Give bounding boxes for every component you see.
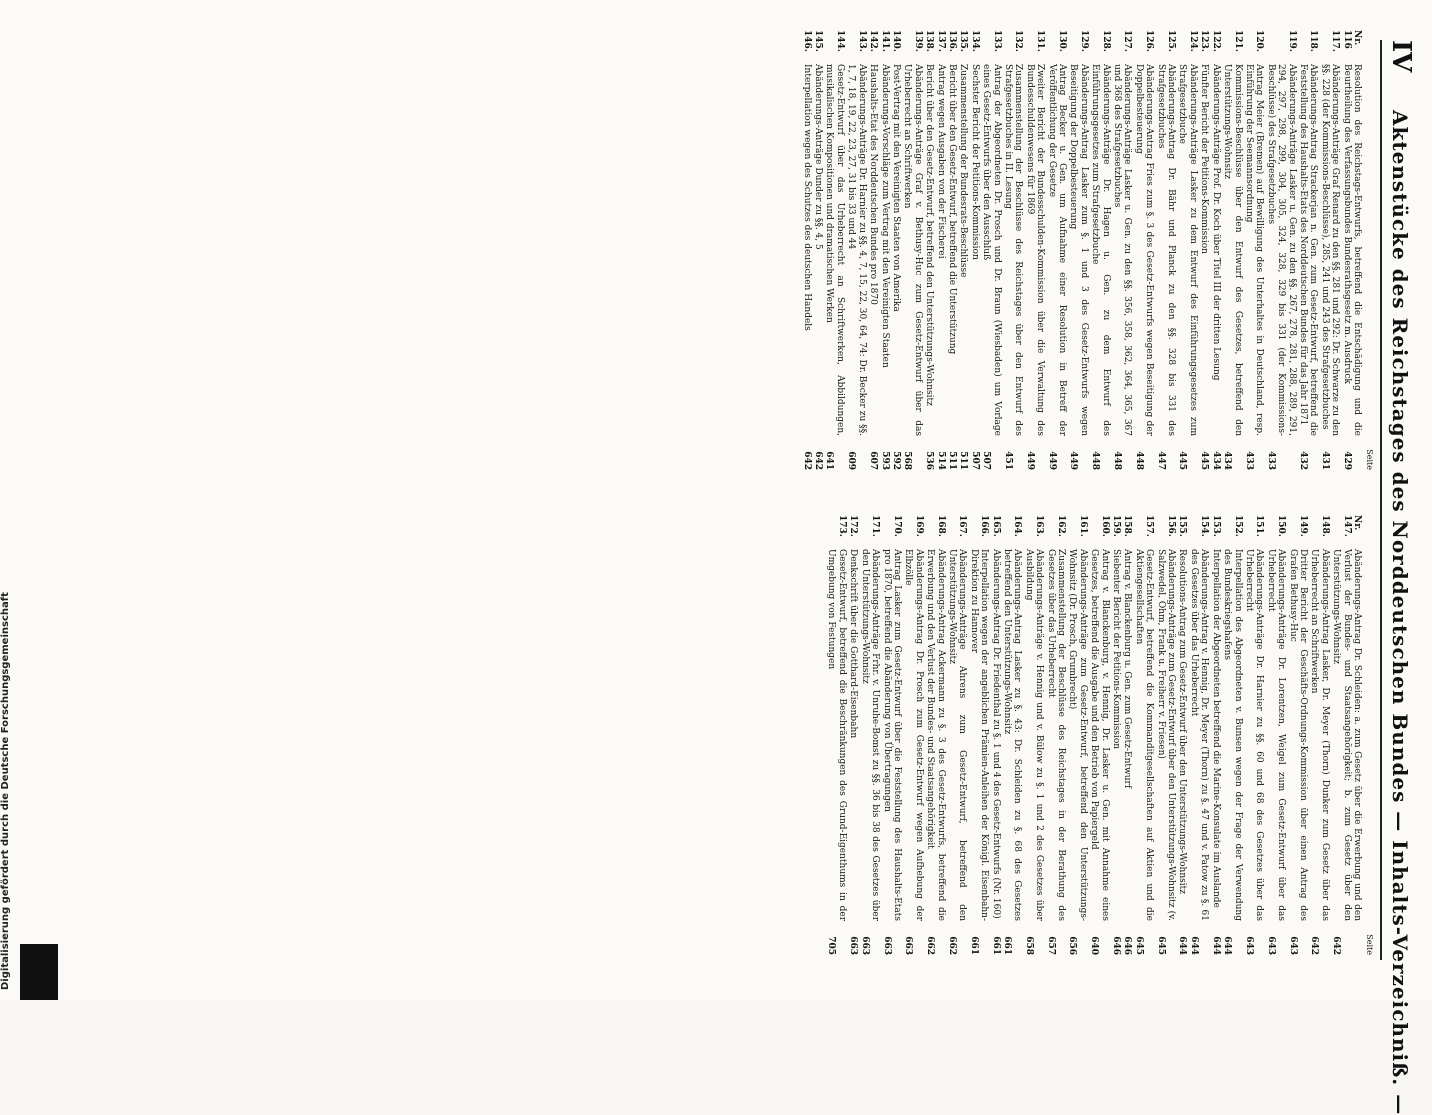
entry-text: Interpellation wegen des Schutzes des deutschen Handels bbox=[801, 64, 812, 331]
entry-text: Abänderungs-Antrag Lasker, Dr. Meyer (Thorn) Dunker zum Gesetz über das Urheberrecht an Schriftwerken bbox=[1309, 549, 1330, 921]
entry-number: 119. bbox=[1286, 30, 1297, 52]
entry-number: 128. bbox=[1100, 30, 1111, 52]
entry-text: Antrag der Abgeordneten Dr. Prosch und Dr. Braun (Wiesbaden) um Vorlage eines Gesetz-Entwurfs über den Ausschluß bbox=[981, 64, 1002, 436]
toc-entry bbox=[1341, 30, 1362, 470]
entry-text: Fünfter Bericht der Petitions-Kommission bbox=[1199, 64, 1210, 254]
toc-entry bbox=[1199, 30, 1209, 470]
toc-entry bbox=[824, 30, 845, 470]
entry-page-number: 511 bbox=[946, 451, 957, 470]
entry-text: Denkschrift über die Gotthard-Eisenbahn bbox=[848, 549, 859, 739]
entry-page-number: 445 bbox=[1199, 451, 1210, 470]
entry-text: Gesetz-Entwurf über das Urheberrecht an Schriftwerken, Abbildungen, musikalischen Kompositionen und dramatischen Werken bbox=[824, 64, 845, 436]
entry-text: Abänderungs-Antrag Lasker zum §. 1 und 3 des Gesetz-Entwurfs wegen Beseitigung der Doppelbesteuerung bbox=[1068, 64, 1089, 436]
entry-page-number: 656 bbox=[1067, 936, 1078, 955]
toc-entry bbox=[981, 30, 1002, 470]
entry-page-number: 643 bbox=[1265, 936, 1276, 955]
toc-entry bbox=[801, 30, 811, 470]
entry-page-number: 434 bbox=[1210, 451, 1221, 470]
entry-number: 171. bbox=[870, 515, 881, 537]
entry-page-number: 646 bbox=[1122, 936, 1133, 955]
toc-entry bbox=[1265, 30, 1296, 470]
entry-text: Abänderungs-Antrag Dr. Prosch zum Gesetz-Entwurf wegen Aufhebung der Elbzölle bbox=[903, 549, 924, 921]
toc-entry bbox=[1155, 30, 1176, 470]
entry-page-number: 657 bbox=[1045, 936, 1056, 955]
entry-number: Nr. 147. bbox=[1341, 515, 1362, 537]
entry-text: Zusammenstellung der Beschlüsse des Reichstages in der Berathung des Gesetzes über das Urheberrecht bbox=[1045, 549, 1067, 921]
entry-page-number: 449 bbox=[1068, 451, 1079, 470]
entry-number: 133. bbox=[991, 30, 1002, 52]
entry-page-number: 661 bbox=[990, 936, 1001, 955]
entry-page-number: 592 bbox=[890, 451, 901, 470]
toc-entry bbox=[1287, 515, 1308, 955]
entry-number: 145. bbox=[813, 30, 824, 52]
entry-page-number: 663 bbox=[881, 936, 892, 955]
entry-number: 152. bbox=[1232, 515, 1243, 537]
entry-page-number: 451 bbox=[1003, 451, 1013, 470]
toc-entry bbox=[1222, 515, 1243, 955]
entry-page-number: 642 bbox=[1309, 936, 1320, 955]
toc-entry bbox=[1222, 30, 1243, 470]
toc-entry bbox=[1177, 515, 1187, 955]
toc-entry bbox=[1244, 515, 1265, 955]
entry-number: 172. bbox=[848, 515, 859, 537]
entry-number: 143. bbox=[856, 30, 867, 52]
entry-number: 144. bbox=[834, 30, 845, 52]
entry-page-number: 661 bbox=[1002, 936, 1012, 955]
toc-entry bbox=[1111, 515, 1121, 955]
entry-page-number: 609 bbox=[846, 451, 857, 470]
entry-number: 156. bbox=[1166, 515, 1177, 537]
entry-text: Dritter Bericht der Geschäfts-Ordnungs-Kommission über einen Antrag des Grafen Bethusy-Huc bbox=[1287, 549, 1308, 921]
entry-number: 126. bbox=[1144, 30, 1155, 52]
entry-number: 135. bbox=[958, 30, 969, 52]
entry-text: Abänderungs-Anträge Dr. Harnier zu §§. 4, 7, 15, 22, 30, 64, 74: Dr. Becker zu §§. 1, 7, 18, 19, 22, 23, 27, 31 bis 33 und 44 bbox=[846, 64, 867, 436]
entry-number: 162. bbox=[1056, 515, 1067, 537]
entry-text: Abänderungs-Antrag Strackerjan n. Gen. zum Gesetz-Entwurf, betreffend die Feststellung des Haushalts-Etats des Norddeutschen Bundes für das Jahr 1871 bbox=[1297, 64, 1319, 436]
entry-text: Abänderungs-Anträge zum Gesetz-Entwurf, betreffend den Unterstützungs-Wohnsitz (Dr. Prosch, Grumbrecht) bbox=[1067, 549, 1088, 921]
entry-page-number: 658 bbox=[1023, 936, 1034, 955]
toc-entry bbox=[1023, 515, 1044, 955]
entry-page-number: 644 bbox=[1177, 936, 1188, 955]
entry-number: 141. bbox=[879, 30, 890, 52]
entry-text: Abänderungs-Antrag Dr. Bähr und Planck zu den §§. 328 bis 331 des Strafgesetzbuches bbox=[1155, 64, 1177, 436]
toc-entry bbox=[969, 30, 979, 470]
entry-number: 159. bbox=[1111, 515, 1122, 537]
entry-page-number: 568 bbox=[902, 451, 913, 470]
entry-number: 123. bbox=[1199, 30, 1210, 52]
toc-entry bbox=[1067, 515, 1088, 955]
entry-text: Sechster Bericht der Petitions-Kommission bbox=[969, 64, 980, 260]
entry-number: 160. bbox=[1099, 515, 1110, 537]
entry-text: Abänderungs-Anträge v. Hennig und v. Bülow zu §. 1 und 2 des Gesetzes über Ausbildung bbox=[1023, 549, 1045, 921]
entry-text: Siebenter Bericht der Petitions-Kommission bbox=[1111, 549, 1122, 750]
entry-page-number: 511 bbox=[958, 451, 969, 470]
toc-entry bbox=[947, 30, 957, 470]
entry-page-number: 607 bbox=[868, 451, 879, 470]
entry-number: 130. bbox=[1057, 30, 1068, 52]
entry-number: 168. bbox=[935, 515, 946, 537]
entry-text: Antrag v. Blanckenburg, v. Hennig, Dr. Lasker u. Gen. mit Annahme eines Gesetzes, betreffend die Ausgabe und den Betrieb von Papiergeld bbox=[1089, 549, 1110, 921]
entry-text: Gesetz-Entwurf, betreffend die Kommanditgesellschaften auf Aktien und die Aktiengesellschaften bbox=[1133, 549, 1155, 921]
toc-entry bbox=[1002, 515, 1023, 955]
entry-page-number: 663 bbox=[903, 936, 914, 955]
toc-entry bbox=[1331, 515, 1362, 955]
entry-page-number: 507 bbox=[981, 451, 992, 470]
entry-number: 136. bbox=[946, 30, 957, 52]
entry-page-number: 662 bbox=[946, 936, 957, 955]
entry-number: 120. bbox=[1254, 30, 1265, 52]
toc-entry bbox=[958, 30, 968, 470]
entry-number: 153. bbox=[1210, 515, 1221, 537]
right-column bbox=[825, 515, 1374, 955]
entry-text: Abänderungs-Anträge Lasker u. Gen. zu den §§. 267, 278, 281, 288, 289, 291, 294, 297, 298, 299, 304, 305, 324, 328, 329 bis 331 (der Kommissions-Beschlüsse) des Strafgesetzbuches bbox=[1265, 64, 1297, 436]
entry-number: 170. bbox=[891, 515, 902, 537]
toc-entry bbox=[903, 515, 924, 955]
entry-number: 138. bbox=[924, 30, 935, 52]
toc-entry bbox=[891, 30, 901, 470]
entry-text: Interpellation wegen der angeblichen Prämien-Anleihen der Königl. Eisenbahn-Direktion zu Hannover bbox=[968, 549, 990, 921]
toc-entry bbox=[868, 30, 878, 470]
entry-text: Interpellation des Abgeordneten v. Bunsen wegen der Frage der Verwendung des Bundeskriegshafens bbox=[1222, 549, 1243, 921]
digitization-credit bbox=[0, 580, 14, 990]
entry-text: Gesetz-Entwurf, betreffend die Beschränkungen des Grund-Eigenthums in der Umgebung von Festungen bbox=[826, 549, 847, 921]
toc-entry bbox=[1089, 515, 1110, 955]
entry-page-number: 645 bbox=[1133, 936, 1144, 955]
entry-text: Antrag Becker u. Gen. um Aufnahme einer Resolution in Betreff der Veröffentlichung der Gesetze bbox=[1046, 64, 1068, 436]
entry-number: 157. bbox=[1144, 515, 1155, 537]
entry-text: Post-Vertrag mit den Vereinigten Staaten von Amerika bbox=[890, 64, 901, 312]
entry-page-number: 662 bbox=[925, 936, 936, 955]
entry-text: Kommissions-Beschlüsse über den Entwurf des Gesetzes, betreffend den Unterstützungs-Wohnsitz bbox=[1222, 64, 1243, 436]
entry-page-number: 433 bbox=[1265, 451, 1276, 470]
toc-entry bbox=[1024, 30, 1045, 470]
entry-number: 173. bbox=[836, 515, 847, 537]
entry-number: 117. bbox=[1330, 30, 1341, 52]
entry-text: Abänderungs-Anträge Dr. Lorentzen, Weigel zum Gesetz-Entwurf über das Urheberrecht bbox=[1265, 549, 1287, 921]
entry-text: Bericht über den Gesetz-Entwurf, betreffend die Unterstützung bbox=[946, 64, 957, 355]
toc-entry bbox=[859, 515, 880, 955]
entry-number: 161. bbox=[1077, 515, 1088, 537]
entry-page-number: 448 bbox=[1090, 451, 1101, 470]
toc-entry bbox=[1003, 30, 1024, 470]
entry-number: 129. bbox=[1078, 30, 1089, 52]
entry-page-number: 432 bbox=[1297, 451, 1308, 470]
entry-text: Abänderungs-Anträge Graf v. Bethusy-Huc zum Gesetz-Entwurf über das Urheberrecht an Schriftwerken bbox=[902, 64, 923, 436]
entry-page-number: 640 bbox=[1089, 936, 1100, 955]
scan-edge-bar bbox=[20, 944, 58, 1000]
entry-page-number: 434 bbox=[1222, 451, 1233, 470]
entry-page-number: 642 bbox=[801, 451, 812, 470]
entry-number: 164. bbox=[1012, 515, 1023, 537]
entry-page-number: 429 bbox=[1341, 451, 1352, 470]
entry-page-number: 642 bbox=[813, 451, 824, 470]
page-header bbox=[1380, 40, 1422, 1115]
entry-page-number: 447 bbox=[1155, 451, 1166, 470]
entry-page-number: 431 bbox=[1319, 451, 1330, 470]
entry-number: 166. bbox=[979, 515, 990, 537]
entry-number: 155. bbox=[1177, 515, 1188, 537]
entry-page-number: 448 bbox=[1112, 451, 1123, 470]
entry-number: 122. bbox=[1210, 30, 1221, 52]
entry-text: Abänderungs-Anträge Frhr. v. Unruhe-Bomst zu §§. 36 bis 38 des Gesetzes über den Unterstützungs-Wohnsitz bbox=[859, 549, 881, 921]
entry-text: Abänderungs-Vorschläge zum Vertrag mit den Vereinigten Staaten bbox=[879, 64, 890, 368]
entry-page-number: 661 bbox=[968, 936, 979, 955]
toc-entry bbox=[947, 515, 968, 955]
entry-page-number: 642 bbox=[1331, 936, 1342, 955]
entry-text: Haushalts-Etat des Norddeutschen Bundes pro 1870 bbox=[868, 64, 879, 305]
page-label-left: Seite bbox=[1365, 449, 1374, 470]
entry-page-number: 449 bbox=[1046, 451, 1057, 470]
entry-text: Abänderungs-Antrag Ackermann zu §. 3 des Gesetz-Entwurfs, betreffend die Erwerbung und den Verlust der Bundes- und Staatsangehörigkeit bbox=[925, 549, 946, 921]
entry-text: Abänderungs-Antrag Fries zum §. 3 des Gesetz-Entwurfs wegen Beseitigung der Doppelbesteuerung bbox=[1133, 64, 1155, 436]
entry-number: 149. bbox=[1297, 515, 1308, 537]
entry-number: Nr. 116 bbox=[1341, 30, 1362, 49]
entry-text: Abänderungs-Antrag v. Hennig, Dr. Meyer (Thorn) zu §. 47 und v. Patow zu §. 61 des Gesetzes über das Urheberrecht bbox=[1188, 549, 1210, 921]
toc-entry bbox=[1112, 30, 1133, 470]
entry-page-number: 445 bbox=[1177, 451, 1188, 470]
toc-entry bbox=[1210, 515, 1220, 955]
toc-entry bbox=[1309, 515, 1330, 955]
entry-text: Bericht über den Gesetz-Entwurf, betreffend den Unterstützungs-Wohnsitz bbox=[924, 64, 935, 406]
toc-entry bbox=[1177, 30, 1198, 470]
entry-number: 131. bbox=[1035, 30, 1046, 52]
entry-number: 137. bbox=[935, 30, 946, 52]
entry-text: Resolutions-Antrag zum Gesetz-Entwurf über den Unterstützungs-Wohnsitz bbox=[1177, 549, 1188, 894]
page-title: Aktenstücke des Reichstages des Norddeutschen Bundes — Inhalts-Verzeichniß. — bbox=[1388, 110, 1412, 1115]
entry-number: 134. bbox=[969, 30, 980, 52]
entry-text: Abänderungs-Anträge Ahrens zum Gesetz-Entwurf, betreffend den Unterstützungs-Wohnsitz bbox=[946, 549, 968, 921]
toc-entry bbox=[1210, 30, 1220, 470]
entry-text: Abänderungs-Anträge Graf Renard zu den §§. 281 und 292: Dr. Schwarze zu den §§. 228 (der Kommissions-Beschlüsse), 285, 241 und 243 des Strafgesetzbuches bbox=[1319, 64, 1341, 436]
entry-text: Abänderungs-Antrag Dr. Friedenthal zu §. 1 und 4 des Gesetz-Entwurfs (Nr. 160) bbox=[990, 549, 1001, 919]
entry-text: Abänderungs-Anträge Dr. Hagen u. Gen. zu dem Entwurf des Einführungsgesetzes zum Strafgesetzbuche bbox=[1090, 64, 1111, 436]
toc-entry bbox=[902, 30, 923, 470]
entry-page-number: 449 bbox=[1024, 451, 1035, 470]
entry-text: Abänderungs-Antrag Lasker zu §. 43: Dr. Schleiden zu §. 68 des Gesetzes betreffend den Unterstützungs-Wohnsitz bbox=[1002, 549, 1023, 921]
entry-page-number: 448 bbox=[1133, 451, 1144, 470]
entry-text: Antrag Lasker zum Gesetz-Entwurf über die Feststellung des Haushalts-Etats pro 1870, betreffend die Abänderung von Übertragungen bbox=[881, 549, 902, 921]
entry-page-number: 433 bbox=[1243, 451, 1254, 470]
entry-page-number: 514 bbox=[935, 451, 946, 470]
entry-page-number: 536 bbox=[924, 451, 935, 470]
entry-text: Antrag v. Blanckenburg u. Gen. zum Gesetz-Entwurf bbox=[1122, 549, 1133, 789]
entry-text: Abänderungs-Antrag Dr. Schleiden: a. zum Gesetz über die Erwerbung und den Verlust der Bundes- und Staatsangehörigkeit; b. zum Gesetz über den Unterstützungs-Wohnsitz bbox=[1331, 549, 1362, 921]
entry-text: Abänderungs-Anträge zum Gesetz-Entwurf über den Unterstützungs-Wohnsitz (v. Salzwedel, Ohm, Frank u. Freiherr v. Friesen) bbox=[1155, 549, 1177, 921]
toc-entry bbox=[935, 30, 945, 470]
entry-text: Zusammenstellung der Bundesrats-Beschlüsse bbox=[958, 64, 969, 278]
entry-number: 146. bbox=[801, 30, 812, 52]
entry-text: Zusammenstellung der Beschlüsse des Reichstages über den Entwurf des Strafgesetzbuches in II. Lesung bbox=[1003, 64, 1024, 436]
toc-entry bbox=[1046, 30, 1067, 470]
entry-page-number: 663 bbox=[848, 936, 859, 955]
entry-number: 165. bbox=[990, 515, 1001, 537]
entry-number: 158. bbox=[1122, 515, 1133, 537]
page-label-right: Seite bbox=[1365, 934, 1374, 955]
toc-entry bbox=[925, 515, 946, 955]
toc-entry bbox=[1133, 30, 1154, 470]
entry-number: 148. bbox=[1319, 515, 1330, 537]
entry-text: Zweiter Bericht der Bundesschulden-Kommission über die Verwaltung des Bundesschuldenwesens für 1869 bbox=[1024, 64, 1046, 436]
toc-entry bbox=[848, 515, 858, 955]
entry-page-number: 644 bbox=[1210, 936, 1221, 955]
entry-number: 132. bbox=[1013, 30, 1024, 52]
entry-number: 142. bbox=[868, 30, 879, 52]
entry-page-number: 644 bbox=[1188, 936, 1199, 955]
page-roman-numeral: IV bbox=[1386, 40, 1416, 73]
toc-entry bbox=[1189, 515, 1210, 955]
entry-page-number: 705 bbox=[826, 936, 837, 955]
entry-number: 150. bbox=[1276, 515, 1287, 537]
entry-text: Antrag Meier (Bremen) auf Bewilligung des Unterhaltes in Deutschland, resp. Einführung der Seemannsordnung bbox=[1243, 64, 1265, 436]
entry-number: 154. bbox=[1199, 515, 1210, 537]
entry-number: 121. bbox=[1232, 30, 1243, 52]
entry-page-number: 507 bbox=[969, 451, 980, 470]
entry-page-number: 643 bbox=[1243, 936, 1254, 955]
toc-entry bbox=[879, 30, 889, 470]
toc-entry bbox=[968, 515, 989, 955]
entry-text: Abänderungs-Anträge Prof. Dr. Koch über Titel III der dritten Lesung bbox=[1210, 64, 1221, 381]
toc-entry bbox=[1068, 30, 1089, 470]
entry-text: Abänderungs-Anträge Dr. Harnier zu §§. 60 und 68 des Gesetzes über das Urheberrecht bbox=[1243, 549, 1265, 921]
entry-number: 140. bbox=[890, 30, 901, 52]
entry-number: 169. bbox=[913, 515, 924, 537]
entry-number: 139. bbox=[912, 30, 923, 52]
left-column bbox=[800, 30, 1374, 470]
entry-number: 124. bbox=[1187, 30, 1198, 52]
toc-entry bbox=[1122, 515, 1132, 955]
toc-entry bbox=[1155, 515, 1176, 955]
toc-entry bbox=[826, 515, 847, 955]
toc-entry bbox=[846, 30, 867, 470]
entry-page-number: 645 bbox=[1155, 936, 1166, 955]
toc-entry bbox=[924, 30, 934, 470]
entry-page-number: 593 bbox=[879, 451, 890, 470]
entry-page-number: 663 bbox=[859, 936, 870, 955]
entry-text: Abänderungs-Anträge Dunder zu §§. 4, 5 bbox=[813, 64, 824, 250]
entry-page-number: 646 bbox=[1111, 936, 1122, 955]
toc-entry bbox=[990, 515, 1000, 955]
entry-number: 151. bbox=[1254, 515, 1265, 537]
toc-entry bbox=[881, 515, 902, 955]
entry-number: 125. bbox=[1166, 30, 1177, 52]
toc-entry bbox=[1298, 30, 1319, 470]
entry-number: 118. bbox=[1308, 30, 1319, 52]
toc-entry bbox=[813, 30, 823, 470]
toc-entry bbox=[1090, 30, 1111, 470]
credit-text: Digitalisierung gefördert durch die Deutsche Forschungsgemeinschaft bbox=[0, 592, 11, 990]
entry-page-number: 643 bbox=[1287, 936, 1298, 955]
entry-page-number: 641 bbox=[824, 451, 835, 470]
toc-entry bbox=[1319, 30, 1340, 470]
toc-entry bbox=[1045, 515, 1066, 955]
entry-text: Antrag wegen Ausgaben von der Fischerei bbox=[935, 64, 946, 259]
toc-entry bbox=[1265, 515, 1286, 955]
entry-text: Resolution des Reichstags-Entwurfs, betreffend die Entschädigung und die Beurtheilung des Verfassungsbundes Bundesrathsgesetz m. Ausdruck bbox=[1341, 64, 1362, 436]
entry-number: 127. bbox=[1122, 30, 1133, 52]
entry-number: 167. bbox=[957, 515, 968, 537]
entry-number: 163. bbox=[1034, 515, 1045, 537]
entry-page-number: 644 bbox=[1222, 936, 1233, 955]
toc-entry bbox=[1133, 515, 1154, 955]
toc-entry bbox=[1244, 30, 1265, 470]
entry-text: Abänderungs-Anträge Lasker zu dem Entwurf des Einführungsgesetzes zum Strafgesetzbuche bbox=[1177, 64, 1198, 436]
entry-text: Abänderungs-Anträge Lasker u. Gen. zu den §§. 356, 358, 362, 364, 365, 367 und 368 des Strafgesetzbuches bbox=[1112, 64, 1133, 436]
entry-text: Interpellation der Abgeordneten betreffend die Marine-Konsulate im Auslande bbox=[1210, 549, 1221, 908]
